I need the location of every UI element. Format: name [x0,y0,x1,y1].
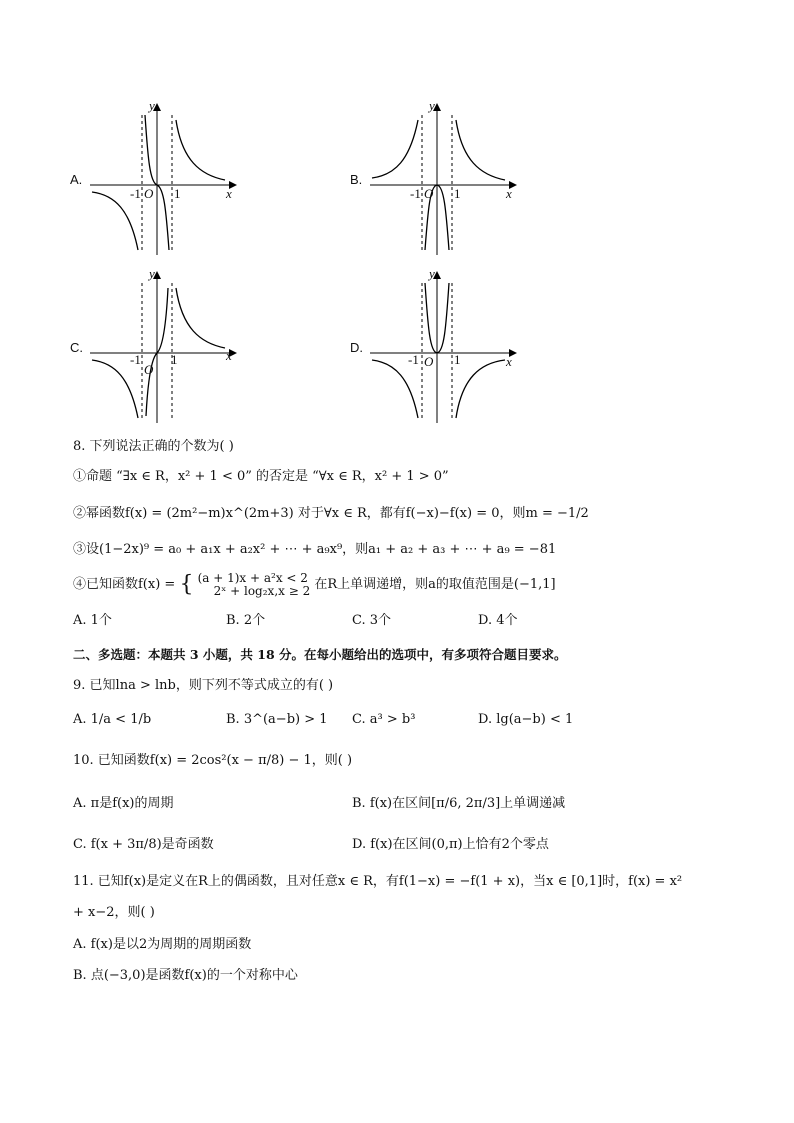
tick-neg-one: -1 [410,186,421,201]
graph-option-c [70,268,250,428]
graph-label: D. [350,340,363,355]
q9-option-c: C. a³ > b³ [352,712,416,727]
q8-stem: 8. 下列说法正确的个数为( ) [73,439,234,454]
brace-symbol: { [179,572,194,597]
y-axis-label: y [149,266,155,281]
origin-label: O [144,186,154,201]
x-axis-label: x [506,186,512,201]
graph-option-d [350,268,530,428]
graph-label: A. [70,172,83,187]
origin-label: O [424,354,434,369]
q8-s4-suffix: 在R上单调递增，则a的取值范围是(−1,1] [314,577,556,592]
graph-option-b [350,100,530,260]
graph-c-plot [70,268,250,428]
q11-option-b: B. 点(−3,0)是函数f(x)的一个对称中心 [73,968,298,983]
y-axis-label: y [429,266,435,281]
origin-label: O [144,362,154,377]
q8-s4-prefix: ④已知函数f(x) = [73,577,176,592]
x-axis-label: x [226,348,232,363]
graph-d-plot [350,268,530,428]
section-heading: 二、多选题：本题共 3 小题，共 18 分。在每小题给出的选项中，有多项符合题目要求。 [73,647,567,662]
q8-option-a: A. 1个 [73,613,112,628]
graph-a-plot [70,100,250,260]
graph-label: B. [350,172,363,187]
origin-label: O [424,186,434,201]
q9-option-d: D. lg(a−b) < 1 [478,712,574,727]
q8-option-c: C. 3个 [352,613,392,628]
q10-option-a: A. π是f(x)的周期 [73,796,174,811]
tick-neg-one: -1 [130,186,141,201]
tick-neg-one: -1 [130,352,141,367]
x-axis-label: x [226,186,232,201]
graph-label: C. [70,340,83,355]
q9-stem: 9. 已知lna > lnb，则下列不等式成立的有( ) [73,678,334,693]
graph-b-plot [350,100,530,260]
q10-option-c: C. f(x + 3π/8)是奇函数 [73,837,214,852]
q9-option-b: B. 3^(a−b) > 1 [226,712,328,727]
tick-one: 1 [454,352,461,367]
q10-option-d: D. f(x)在区间(0,π)上恰有2个零点 [352,837,549,852]
q8-statement-3: ③设(1−2x)⁹ = a₀ + a₁x + a₂x² + ⋯ + a₉x⁹，则a₁ + a₂ + a₃ + ⋯ + a₉ = −81 [73,542,557,557]
q9-option-a: A. 1/a < 1/b [73,712,152,727]
y-axis-label: y [149,98,155,113]
q11-option-a: A. f(x)是以2为周期的周期函数 [73,937,252,952]
q11-stem-line-2: + x−2，则( ) [73,905,155,920]
tick-one: 1 [454,186,461,201]
q8-statement-4 [73,570,556,606]
q8-s4-case-1: (a + 1)x + a²x < 2 [197,571,308,585]
tick-one: 1 [174,186,181,201]
q8-s4-case-2: 2ˣ + log₂x,x ≥ 2 [213,584,311,598]
q11-stem-line-1: 11. 已知f(x)是定义在R上的偶函数，且对任意x ∈ R，有f(1−x) = −f(1 + x)，当x ∈ [0,1]时，f(x) = x² [73,874,683,889]
q8-option-b: B. 2个 [226,613,266,628]
q10-option-b: B. f(x)在区间[π/6, 2π/3]上单调递减 [352,796,566,811]
y-axis-label: y [429,98,435,113]
x-axis-label: x [506,354,512,369]
q10-stem: 10. 已知函数f(x) = 2cos²(x − π/8) − 1，则( ) [73,753,353,768]
graph-option-a [70,100,250,260]
q8-option-d: D. 4个 [478,613,518,628]
tick-neg-one: -1 [408,352,419,367]
q8-s4-cases [198,572,311,598]
q8-statement-1: ①命题 “∃x ∈ R，x² + 1 < 0” 的否定是 “∀x ∈ R，x² + 1 > 0” [73,469,449,484]
tick-one: 1 [171,352,178,367]
q8-statement-2: ②幂函数f(x) = (2m²−m)x^(2m+3) 对于∀x ∈ R，都有f(−x)−f(x) = 0，则m = −1/2 [73,506,589,521]
